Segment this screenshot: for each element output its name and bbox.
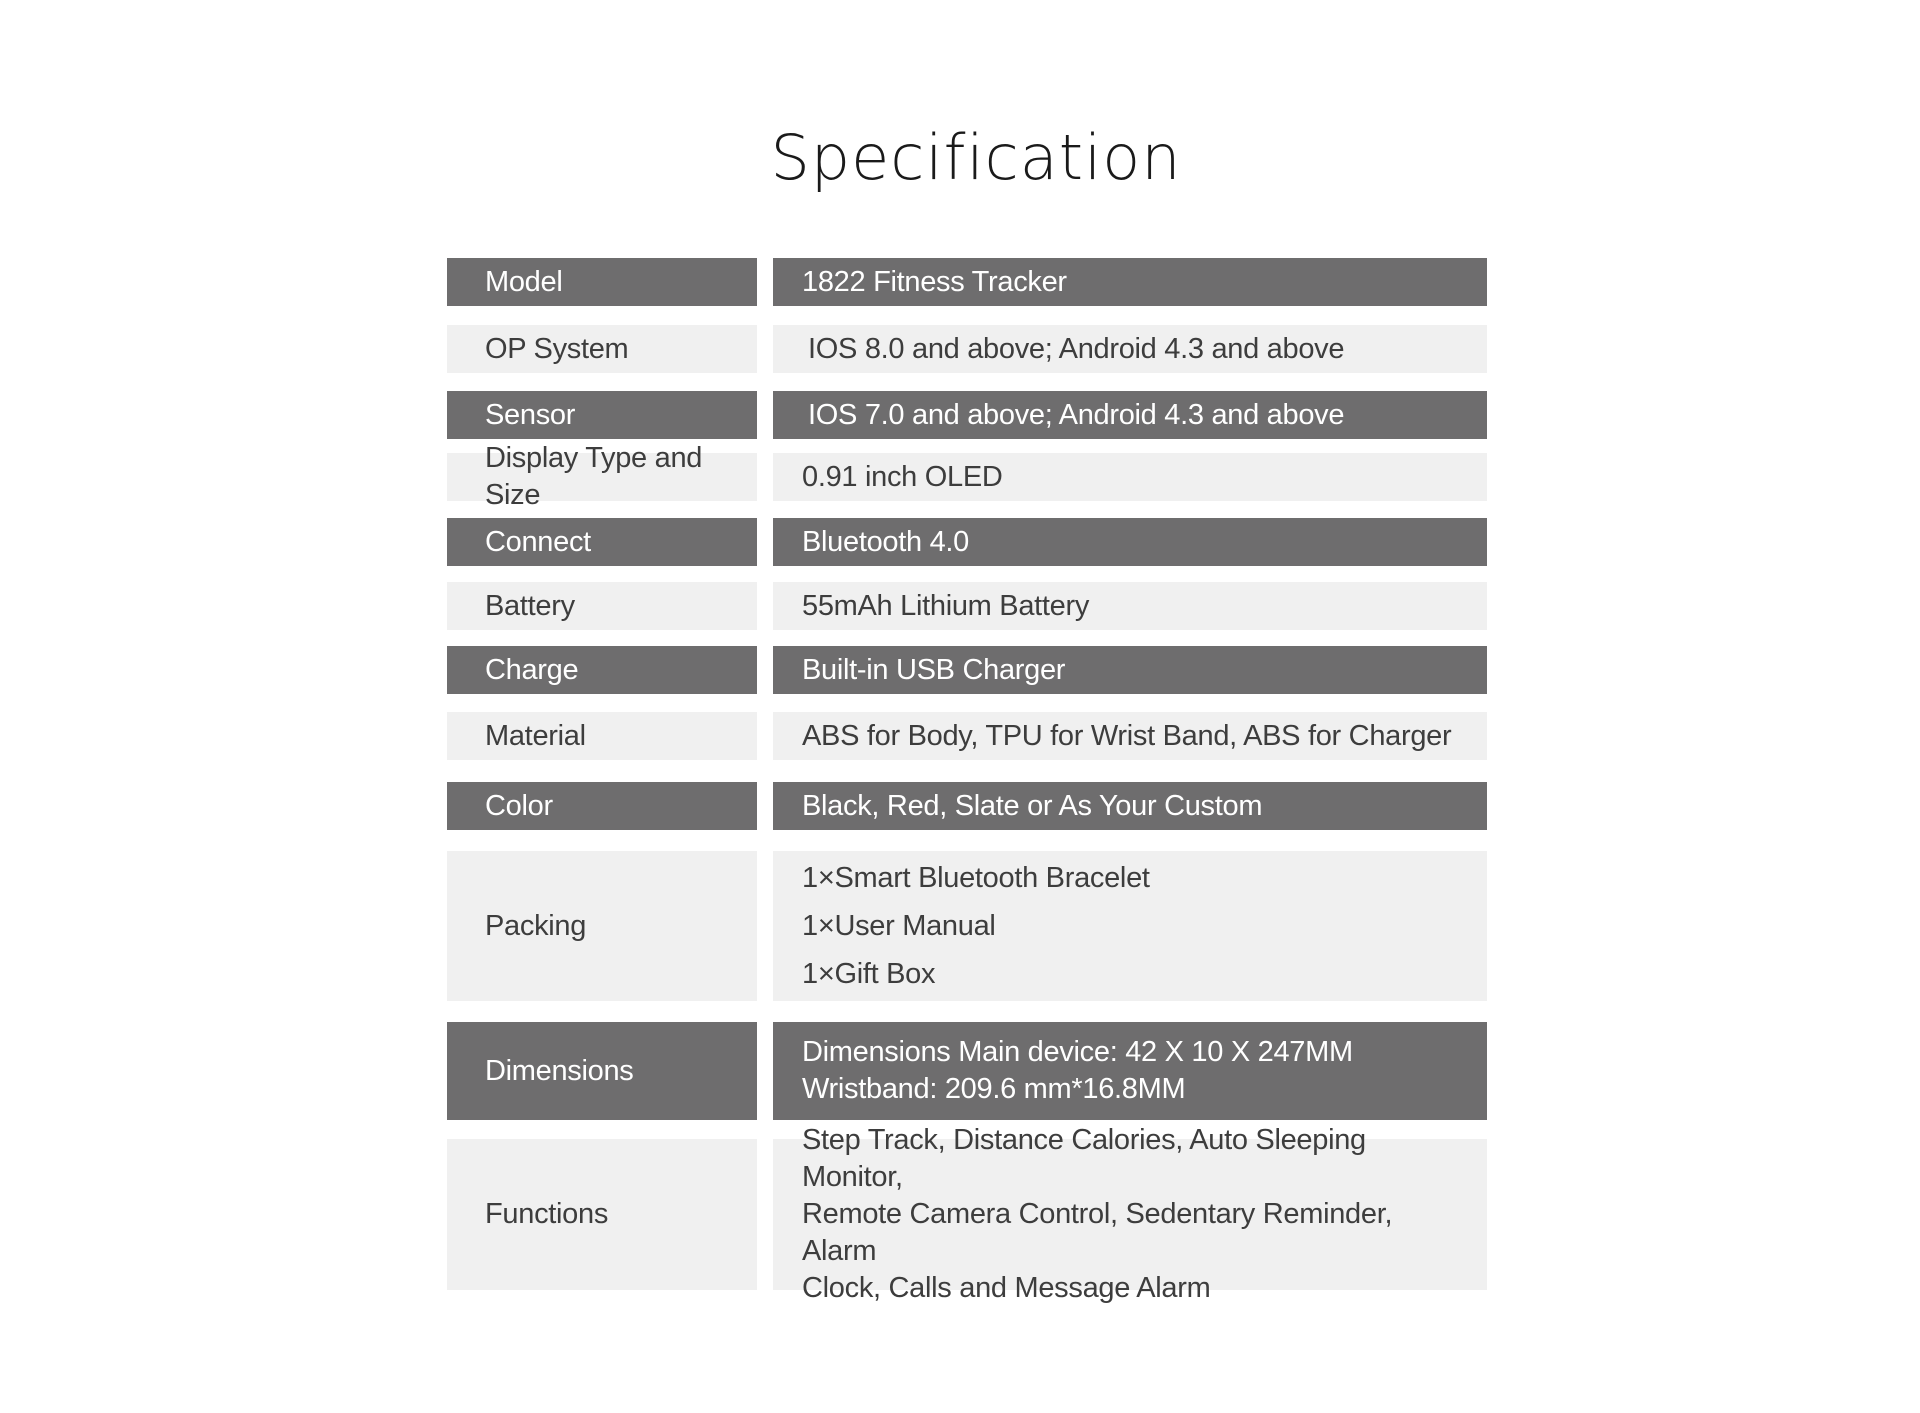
spec-value: Built-in USB Charger: [773, 646, 1487, 694]
spec-row-connect: [447, 518, 1487, 566]
packing-item: 1×User Manual: [802, 910, 996, 942]
spec-value: IOS 8.0 and above; Android 4.3 and above: [773, 325, 1487, 373]
spec-label: Battery: [447, 582, 757, 630]
spec-value: 1822 Fitness Tracker: [773, 258, 1487, 306]
spec-label: Color: [447, 782, 757, 830]
functions-line: Step Track, Distance Calories, Auto Sleeping Monitor,: [802, 1124, 1366, 1193]
spec-value: 55mAh Lithium Battery: [773, 582, 1487, 630]
spec-value: 0.91 inch OLED: [773, 453, 1487, 501]
spec-label: Charge: [447, 646, 757, 694]
spec-row-op-system: [447, 325, 1487, 373]
spec-row-packing: [447, 851, 1487, 1001]
spec-row-display: [447, 442, 1487, 511]
spec-value: [773, 1124, 1487, 1304]
spec-row-battery: [447, 582, 1487, 630]
spec-label: Sensor: [447, 391, 757, 439]
spec-value: [773, 851, 1487, 1001]
spec-label: Packing: [447, 851, 757, 1001]
functions-line: Remote Camera Control, Sedentary Reminder, Alarm: [802, 1198, 1393, 1267]
functions-line: Clock, Calls and Message Alarm: [802, 1272, 1211, 1304]
spec-value: Black, Red, Slate or As Your Custom: [773, 782, 1487, 830]
page-title: Specification: [770, 121, 1182, 194]
spec-row-sensor: [447, 391, 1487, 439]
spec-label: Material: [447, 712, 757, 760]
dimension-line: Dimensions Main device: 42 X 10 X 247MM: [802, 1036, 1353, 1068]
spec-value: IOS 7.0 and above; Android 4.3 and above: [773, 391, 1487, 439]
spec-label: OP System: [447, 325, 757, 373]
spec-row-dimensions: [447, 1022, 1487, 1120]
spec-row-color: [447, 782, 1487, 830]
spec-label: Connect: [447, 518, 757, 566]
spec-value: [773, 1022, 1487, 1120]
spec-label: Functions: [447, 1139, 757, 1290]
spec-row-model: [447, 258, 1487, 306]
packing-item: 1×Gift Box: [802, 958, 936, 990]
spec-row-material: [447, 712, 1487, 760]
spec-value: ABS for Body, TPU for Wrist Band, ABS for Charger: [773, 712, 1487, 760]
packing-item: 1×Smart Bluetooth Bracelet: [802, 862, 1150, 894]
spec-label: Display Type and Size: [447, 453, 757, 501]
spec-value: Bluetooth 4.0: [773, 518, 1487, 566]
spec-label: Model: [447, 258, 757, 306]
spec-row-charge: [447, 646, 1487, 694]
dimension-line: Wristband: 209.6 mm*16.8MM: [802, 1073, 1186, 1105]
spec-label: Dimensions: [447, 1022, 757, 1120]
spec-row-functions: [447, 1124, 1487, 1304]
